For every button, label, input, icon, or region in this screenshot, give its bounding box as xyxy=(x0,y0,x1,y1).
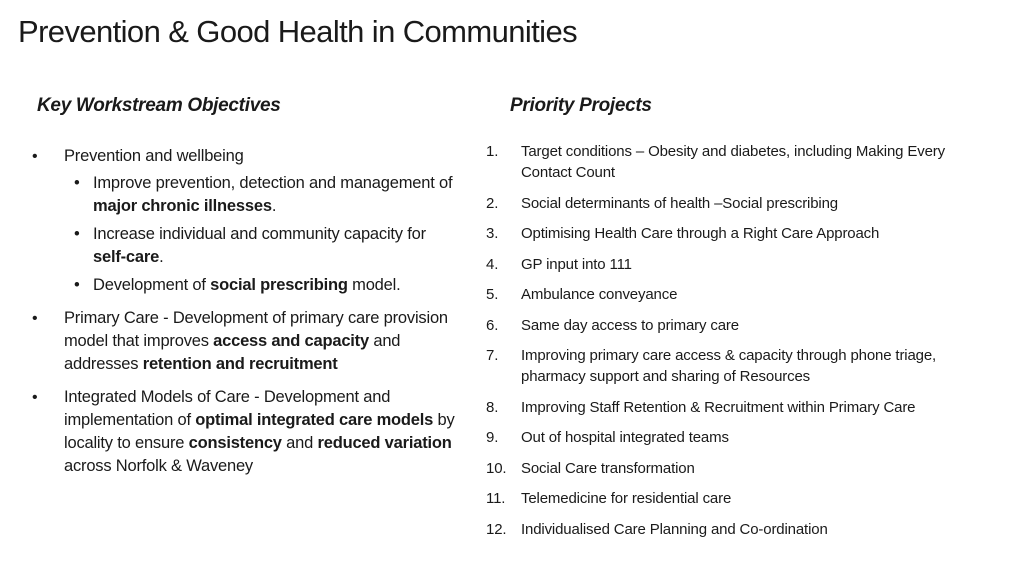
sub-emphasis: self-care xyxy=(93,248,160,266)
project-number: 1. xyxy=(486,143,499,160)
project-item xyxy=(486,427,996,448)
project-number: 10. xyxy=(486,459,507,477)
objective-bullet xyxy=(30,307,460,376)
objective-text: across Norfolk & Waveney xyxy=(64,457,253,475)
bullet-marker: • xyxy=(74,276,80,294)
bullet-marker: • xyxy=(32,389,38,406)
objective-emphasis: optimal integrated care models xyxy=(195,411,434,429)
project-text: Social determinants of health –Social prescribing xyxy=(521,194,838,212)
project-number: 12. xyxy=(486,520,507,538)
bullet-marker: • xyxy=(32,148,38,165)
project-text: Individualised Care Planning and Co-ordination xyxy=(521,520,828,538)
objective-sub-bullet xyxy=(64,223,460,269)
objectives-list xyxy=(30,145,460,488)
project-item xyxy=(486,193,996,214)
objective-sub-bullet xyxy=(64,172,460,218)
objective-text: by locality to ensure xyxy=(64,411,455,452)
project-item xyxy=(486,488,996,509)
sub-text: Increase individual and community capacity for xyxy=(93,225,426,243)
project-text: Optimising Health Care through a Right Care Approach xyxy=(521,225,880,242)
sub-emphasis: major chronic illnesses xyxy=(93,197,272,215)
objective-text: Prevention and wellbeing xyxy=(64,147,244,165)
objective-emphasis: reduced variation xyxy=(317,434,452,452)
project-item xyxy=(486,141,996,183)
project-number: 2. xyxy=(486,194,499,212)
project-number: 4. xyxy=(486,255,499,273)
project-item xyxy=(486,345,996,387)
projects-list xyxy=(486,141,996,549)
project-text: Target conditions – Obesity and diabetes, including Making Every Contact Count xyxy=(521,143,945,181)
project-item xyxy=(486,223,996,244)
bullet-marker: • xyxy=(74,174,80,192)
project-text: Same day access to primary care xyxy=(521,316,739,334)
project-item xyxy=(486,458,996,479)
project-item xyxy=(486,397,996,418)
sub-text-end: . xyxy=(159,248,164,266)
project-text: Telemedicine for residential care xyxy=(521,490,732,507)
objective-bullet xyxy=(30,386,460,478)
objective-emphasis: retention and recruitment xyxy=(142,355,338,373)
objective-emphasis: consistency xyxy=(188,434,282,452)
project-number: 7. xyxy=(486,347,499,364)
objective-text: and addresses xyxy=(64,332,401,373)
objective-text: Primary Care - Development of primary care provision model that improves xyxy=(64,309,448,350)
project-text: Out of hospital integrated teams xyxy=(521,429,729,446)
objective-sublist xyxy=(64,172,460,297)
sub-text-end: . xyxy=(271,197,277,215)
sub-text: Improve prevention, detection and management of xyxy=(93,174,453,192)
project-number: 8. xyxy=(486,398,499,416)
project-text: Ambulance conveyance xyxy=(521,286,678,303)
project-item xyxy=(486,519,996,540)
sub-emphasis: social prescribing xyxy=(210,276,348,294)
project-number: 3. xyxy=(486,225,499,242)
sub-text: Development of xyxy=(93,276,211,294)
project-text: GP input into 111 xyxy=(521,255,632,273)
project-number: 6. xyxy=(486,316,499,334)
project-text: Improving Staff Retention & Recruitment within Primary Care xyxy=(521,398,916,416)
objective-bullet xyxy=(30,145,460,297)
project-number: 11. xyxy=(486,490,506,507)
bullet-marker: • xyxy=(32,310,38,327)
project-number: 9. xyxy=(486,429,499,446)
objective-emphasis: access and capacity xyxy=(213,332,369,350)
project-text: Social Care transformation xyxy=(521,459,695,477)
project-item xyxy=(486,284,996,305)
objective-text: and xyxy=(281,434,318,452)
project-text: Improving primary care access & capacity through phone triage, pharmacy support and sharing of Resources xyxy=(521,347,937,385)
project-item xyxy=(486,315,996,336)
project-number: 5. xyxy=(486,286,499,303)
project-item xyxy=(486,254,996,275)
bullet-marker: • xyxy=(74,225,80,243)
objective-sub-bullet xyxy=(64,274,460,297)
sub-text-end: model. xyxy=(347,276,401,294)
projects-heading: Priority Projects xyxy=(510,95,652,116)
objective-text: Integrated Models of Care - Development and implementation of xyxy=(64,388,391,429)
slide-title: Prevention & Good Health in Communities xyxy=(18,14,578,49)
objectives-heading: Key Workstream Objectives xyxy=(37,95,281,116)
